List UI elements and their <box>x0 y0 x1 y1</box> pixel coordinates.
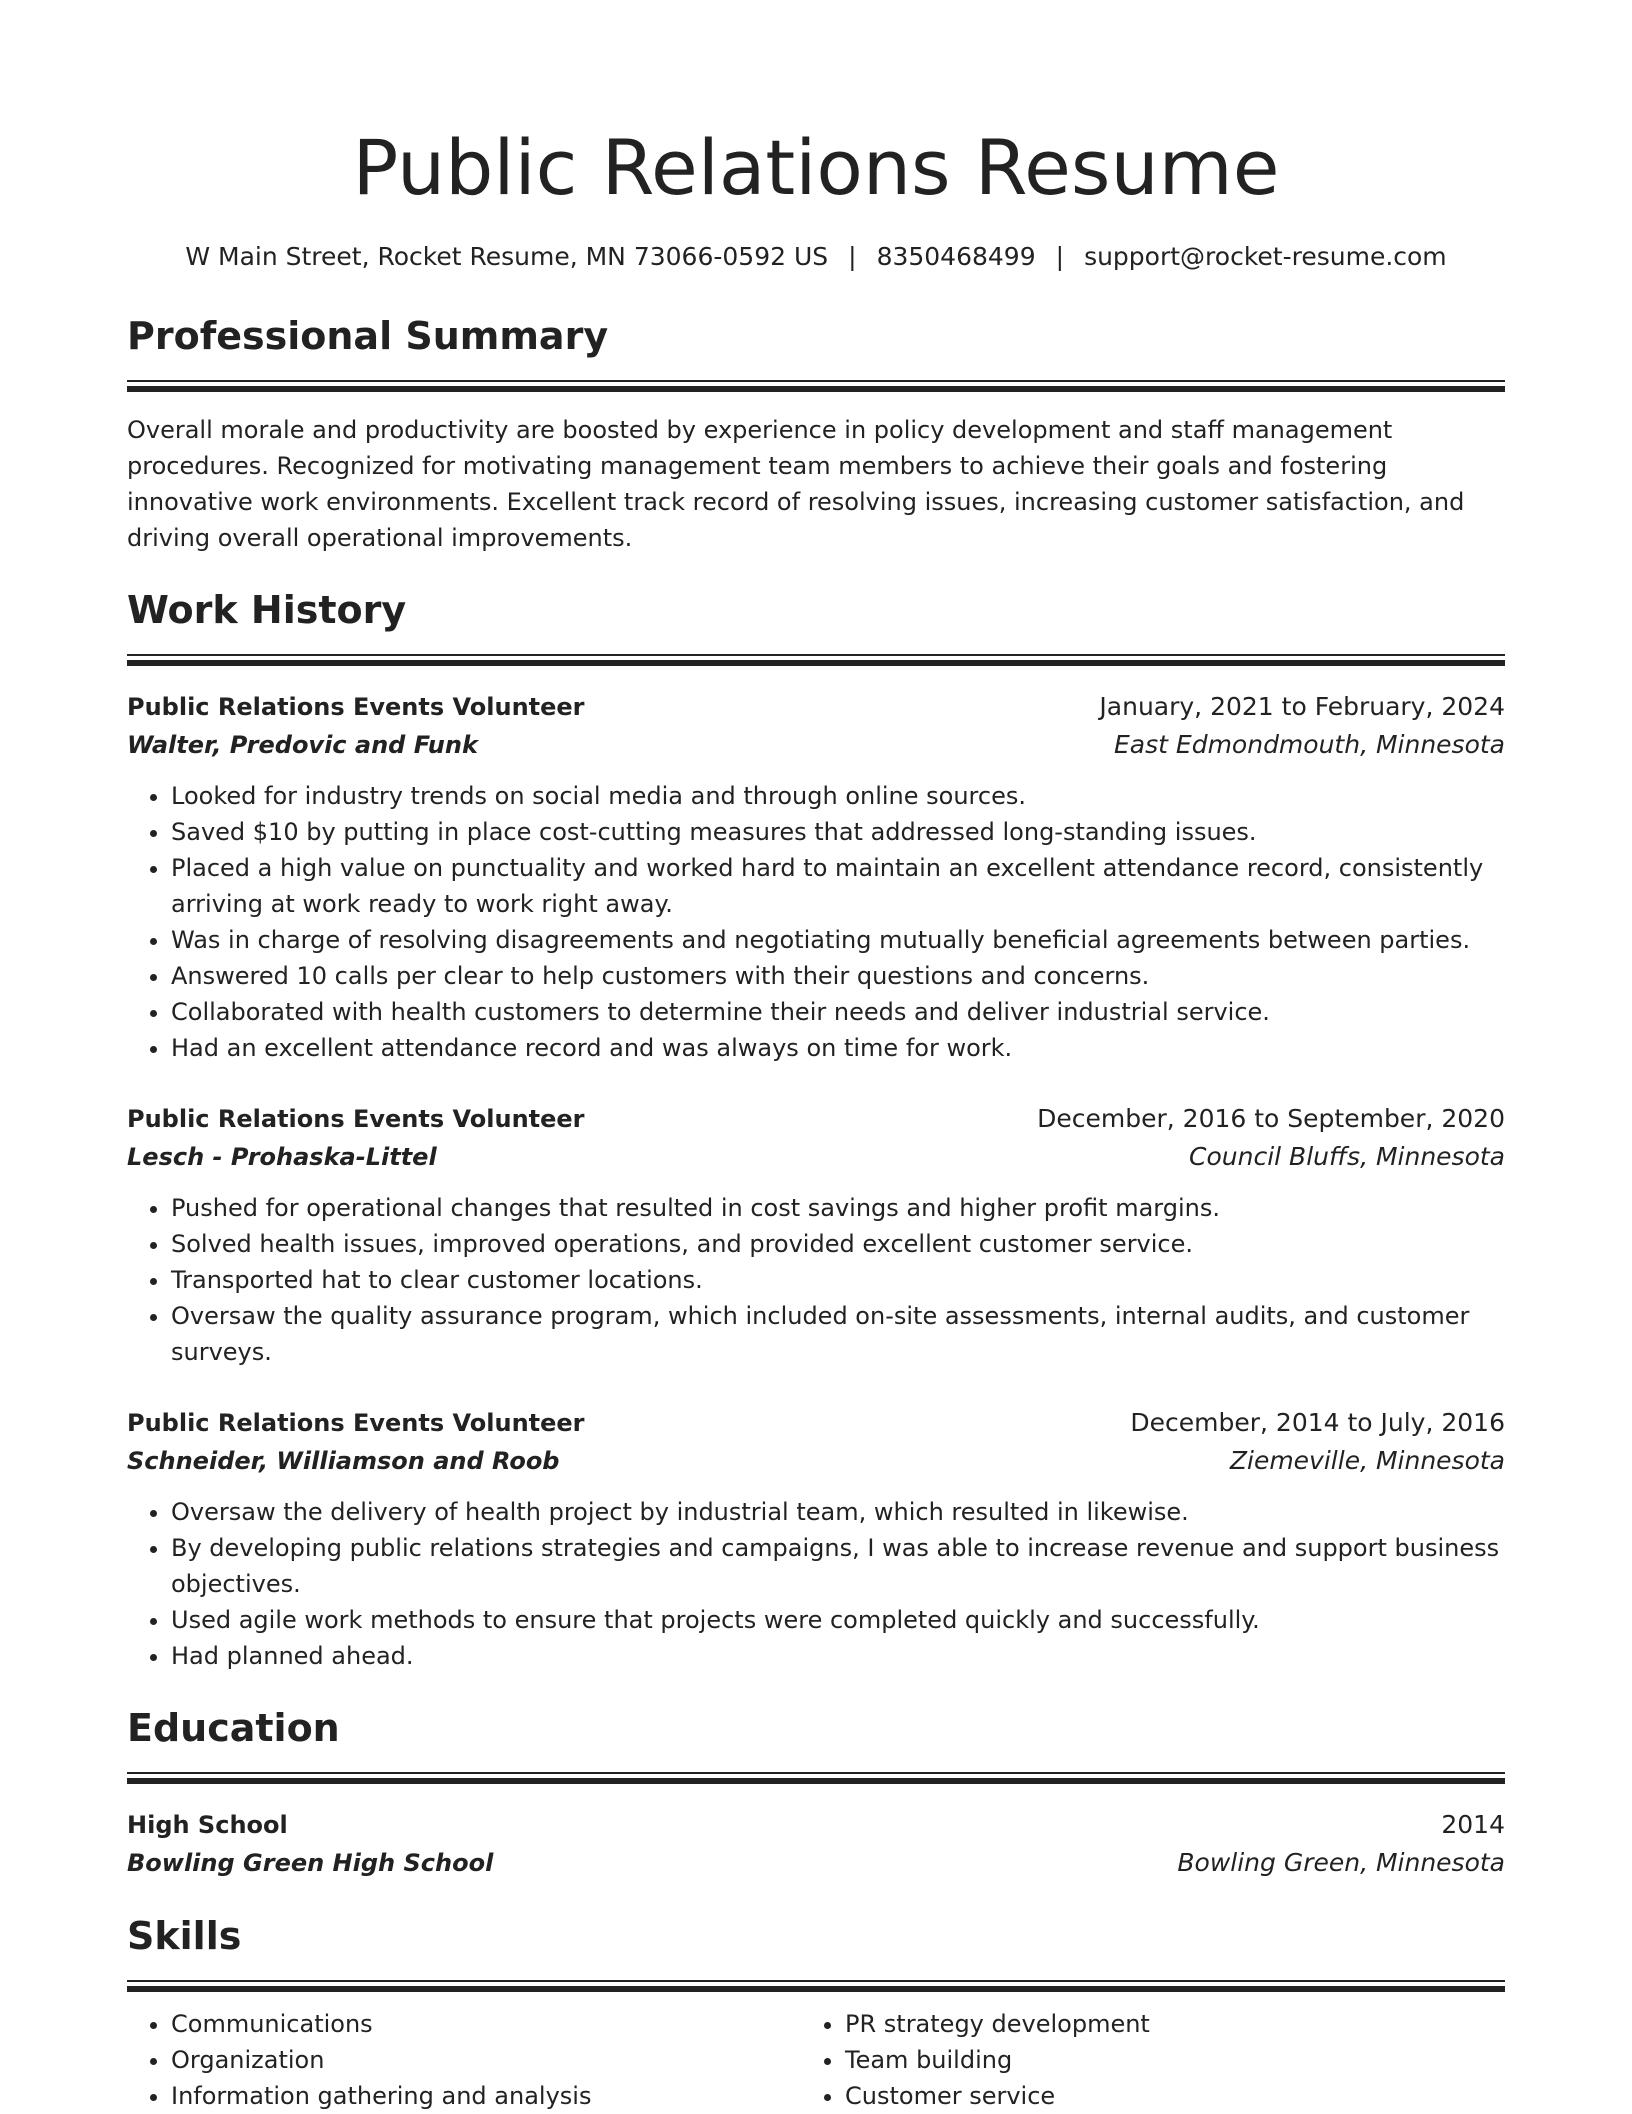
bullet-item: • Oversaw the delivery of health project by industrial team, which resulted in likewise. <box>171 1494 1505 1530</box>
contact-email: support@rocket-resume.com <box>1084 242 1447 271</box>
skills-list-right <box>801 2006 1475 2114</box>
bullet-item: • Saved $10 by putting in place cost-cutting measures that addressed long-standing issues. <box>171 814 1505 850</box>
job-bullets <box>127 1494 1505 1674</box>
job-company: Walter, Predovic and Funk <box>127 731 478 759</box>
job-dates: December, 2014 to July, 2016 <box>1130 1408 1505 1437</box>
summary-heading: Professional Summary <box>127 314 609 358</box>
bullet-item: • Solved health issues, improved operations, and provided excellent customer service. <box>171 1226 1505 1262</box>
job-title: Public Relations Events Volunteer <box>127 1105 585 1133</box>
skills-list-left <box>127 2006 801 2114</box>
skill-item: • Communications <box>171 2006 801 2042</box>
contact-line <box>127 240 1505 274</box>
section-divider <box>127 380 1505 392</box>
skill-item: • Team building <box>845 2042 1475 2078</box>
skill-item: • Customer service <box>845 2078 1475 2114</box>
job-dates: January, 2021 to February, 2024 <box>1099 692 1505 721</box>
bullet-item: • Oversaw the quality assurance program, which included on-site assessments, internal audits, and customer surveys. <box>171 1298 1505 1370</box>
job-entry <box>127 688 1505 1066</box>
education-degree: High School <box>127 1811 288 1839</box>
education-heading: Education <box>127 1706 340 1750</box>
education-year: 2014 <box>1441 1810 1505 1839</box>
bullet-item: • Had an excellent attendance record and was always on time for work. <box>171 1030 1505 1066</box>
bullet-item: • Placed a high value on punctuality and worked hard to maintain an excellent attendance record, consistently arriving at work ready to work right away. <box>171 850 1505 922</box>
work-history-section <box>127 584 1505 1674</box>
work-history-heading: Work History <box>127 588 407 632</box>
resume-title: Public Relations Resume <box>352 123 1280 212</box>
education-school: Bowling Green High School <box>127 1849 494 1877</box>
job-dates: December, 2016 to September, 2020 <box>1037 1104 1505 1133</box>
job-location: East Edmondmouth, Minnesota <box>1114 730 1505 759</box>
bullet-item: • Looked for industry trends on social media and through online sources. <box>171 778 1505 814</box>
section-divider <box>127 654 1505 666</box>
job-bullets <box>127 778 1505 1066</box>
education-location: Bowling Green, Minnesota <box>1177 1848 1505 1877</box>
summary-section <box>127 310 1505 556</box>
summary-text: Overall morale and productivity are boosted by experience in policy development and staff management procedures. Recognized for motivating management team members to achieve their goals and fostering innovative work environments. Excellent track record of resolving issues, increasing customer satisfaction, and driving overall operational improvements. <box>127 416 1465 552</box>
job-company: Schneider, Williamson and Roob <box>127 1447 560 1475</box>
contact-separator: | <box>848 242 857 271</box>
skills-section <box>127 1910 1505 2114</box>
bullet-item: • Had planned ahead. <box>171 1638 1505 1674</box>
section-divider <box>127 1772 1505 1784</box>
bullet-item: • Used agile work methods to ensure that projects were completed quickly and successfully. <box>171 1602 1505 1638</box>
skill-item: • Information gathering and analysis <box>171 2078 801 2114</box>
job-entry <box>127 1404 1505 1674</box>
job-location: Ziemeville, Minnesota <box>1229 1446 1505 1475</box>
skills-heading: Skills <box>127 1914 242 1958</box>
skills-columns <box>127 2006 1505 2114</box>
job-entry <box>127 1100 1505 1370</box>
contact-address: W Main Street, Rocket Resume, MN 73066-0592 US <box>185 242 829 271</box>
job-title: Public Relations Events Volunteer <box>127 693 585 721</box>
contact-phone: 8350468499 <box>876 242 1036 271</box>
education-entry <box>127 1806 1505 1882</box>
section-divider <box>127 1980 1505 1992</box>
skill-item: • PR strategy development <box>845 2006 1475 2042</box>
skill-item: • Organization <box>171 2042 801 2078</box>
job-title: Public Relations Events Volunteer <box>127 1409 585 1437</box>
job-company: Lesch - Prohaska-Littel <box>127 1143 437 1171</box>
bullet-item: • By developing public relations strategies and campaigns, I was able to increase revenue and support business objectives. <box>171 1530 1505 1602</box>
bullet-item: • Was in charge of resolving disagreements and negotiating mutually beneficial agreements between parties. <box>171 922 1505 958</box>
bullet-item: • Collaborated with health customers to determine their needs and deliver industrial service. <box>171 994 1505 1030</box>
bullet-item: • Answered 10 calls per clear to help customers with their questions and concerns. <box>171 958 1505 994</box>
job-bullets <box>127 1190 1505 1370</box>
bullet-item: • Pushed for operational changes that resulted in cost savings and higher profit margins. <box>171 1190 1505 1226</box>
bullet-item: • Transported hat to clear customer locations. <box>171 1262 1505 1298</box>
contact-separator: | <box>1055 242 1065 271</box>
job-location: Council Bluffs, Minnesota <box>1189 1142 1505 1171</box>
education-section <box>127 1702 1505 1882</box>
